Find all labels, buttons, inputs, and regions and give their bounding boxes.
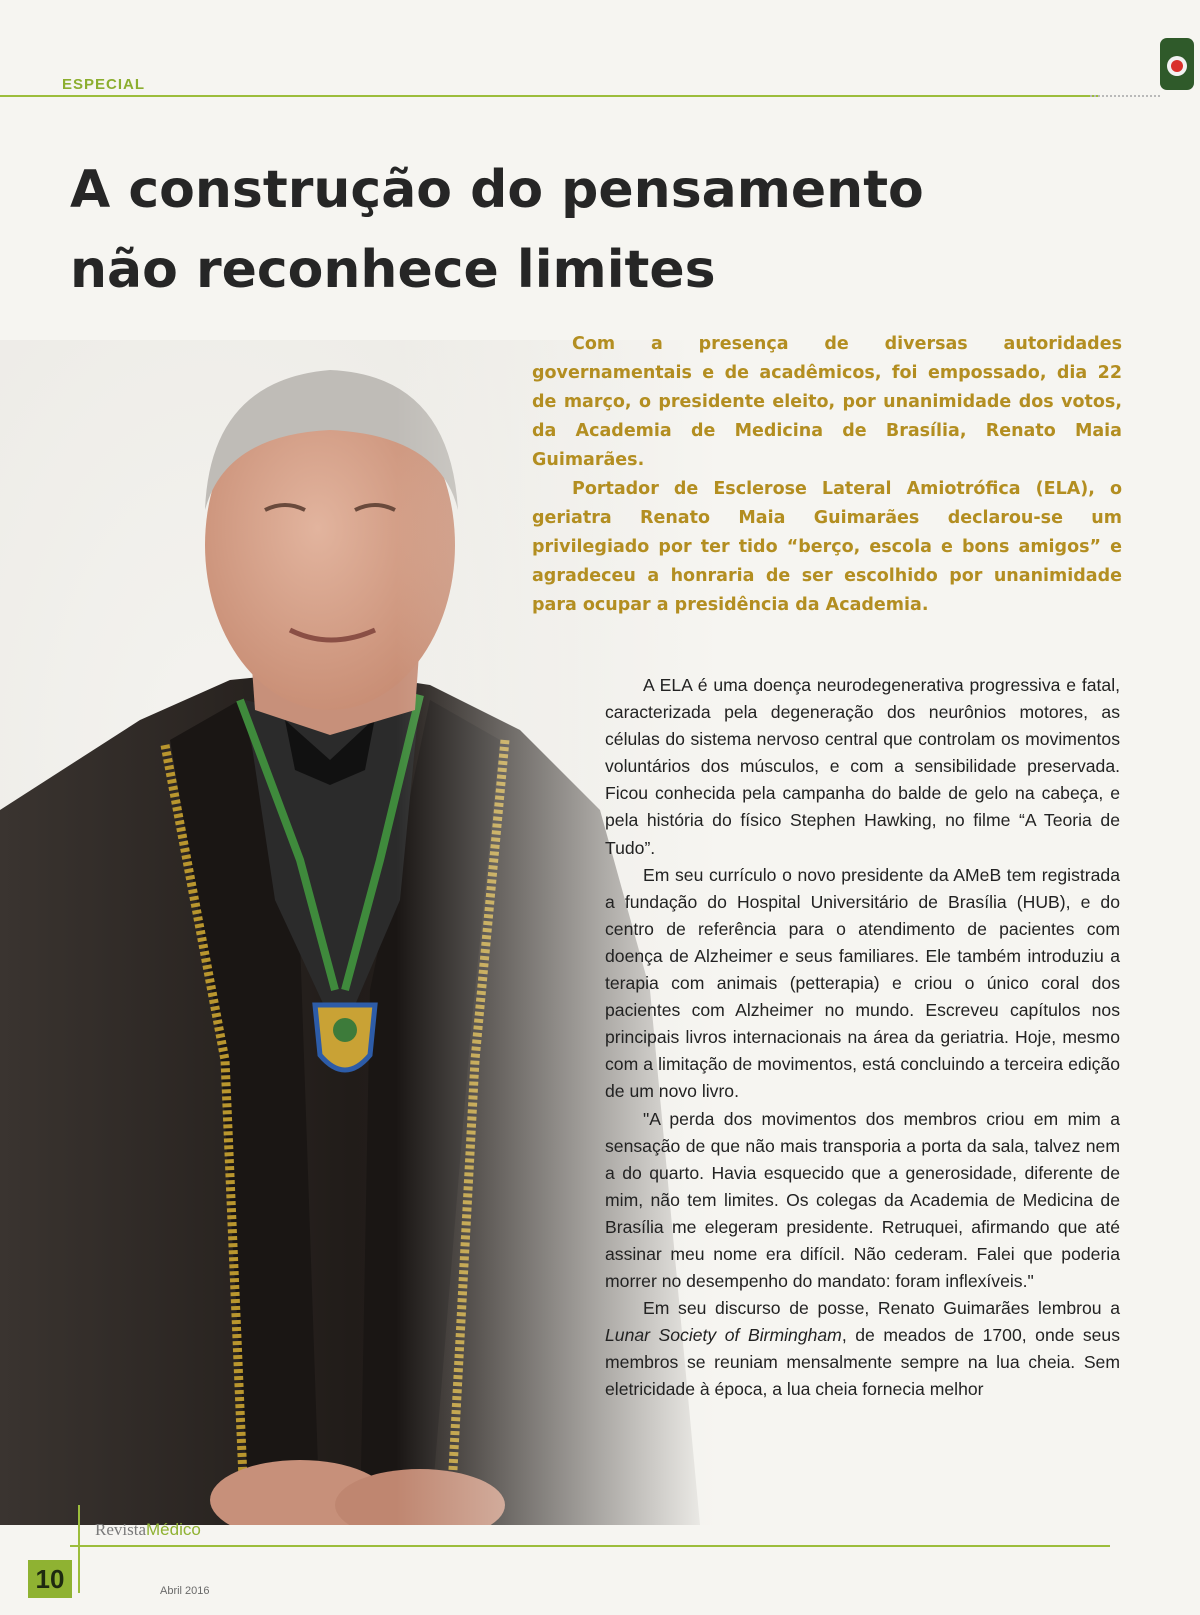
header-dotted-rule [1090, 95, 1160, 97]
body-paragraph-2: Em seu currículo o novo presidente da AMeB tem registrada a fundação do Hospital Universitário de Brasília (HUB), e do centro de referência para o atendimento de pacientes com doença de Alzheimer e seus familiares. Ele também introduziu a terapia com animais (petterapia) e criou o único coral dos pacientes com Alzheimer no mundo. Escreveu capítulos nos principais livros internacionais na área da geriatria. Hoje, mesmo com a limitação de movimentos, está concluindo a terceira edição de um novo livro. [605, 864, 1120, 1102]
article-headline [70, 150, 1070, 310]
lead-paragraph-2: Portador de Esclerose Lateral Amiotrófica (ELA), o geriatra Renato Maia Guimarães declarou-se um privilegiado por ter tido “berço, escola e bons amigos” e agradeceu a honraria de ser escolhido por unanimidade para ocupar a presidência da Academia. [532, 479, 1122, 615]
section-label: ESPECIAL [62, 76, 146, 93]
page-number: 10 [28, 1560, 72, 1598]
header-rule [0, 95, 1100, 97]
lead-paragraph-1: Com a presença de diversas autoridades governamentais e de acadêmicos, foi empossado, dia 22 de março, o presidente eleito, por unanimidade dos votos, da Academia de Medicina de Brasília, Renato Maia Guimarães. [532, 334, 1122, 470]
lunar-society-name: Lunar Society of Birmingham [605, 1325, 842, 1346]
article-body [605, 672, 1120, 1404]
article-lead [532, 330, 1122, 620]
body-paragraph-1: A ELA é uma doença neurodegenerativa progressiva e fatal, caracterizada pela degeneração dos neurônios motores, as células do sistema nervoso central que controlam os movimentos voluntários dos músculos, e com a sensibilidade preservada. Ficou conhecida pela campanha do balde de gelo na cabeça, e pela história do físico Stephen Hawking, no filme “A Teoria de Tudo”. [605, 675, 1120, 858]
magazine-logo-icon [1160, 38, 1194, 90]
headline-line-1: A construção do pensamento [70, 160, 924, 220]
footer-rule [70, 1545, 1110, 1547]
issue-date: Abril 2016 [160, 1585, 210, 1597]
body-paragraph-4: Em seu discurso de posse, Renato Guimarães lembrou a Lunar Society of Birmingham, de meados de 1700, onde seus membros se reuniam mensalmente sempre na lua cheia. Sem eletricidade à época, a lua cheia fornecia melhor [605, 1298, 1120, 1400]
headline-line-2: não reconhece limites [70, 240, 716, 300]
body-paragraph-3: "A perda dos movimentos dos membros criou em mim a sensação de que não mais transporia a porta da sala, talvez nem a do quarto. Havia esquecido que a generosidade, diferente de mim, não tem limites. Os colegas da Academia de Medicina de Brasília me elegeram presidente. Retruquei, afirmando que até assinar meu nome era difícil. Não cederam. Falei que poderia morrer no desempenho do mandato: foram inflexíveis." [605, 1108, 1120, 1292]
footer-divider [78, 1505, 80, 1593]
magazine-name: RevistaMédico [95, 1520, 201, 1539]
